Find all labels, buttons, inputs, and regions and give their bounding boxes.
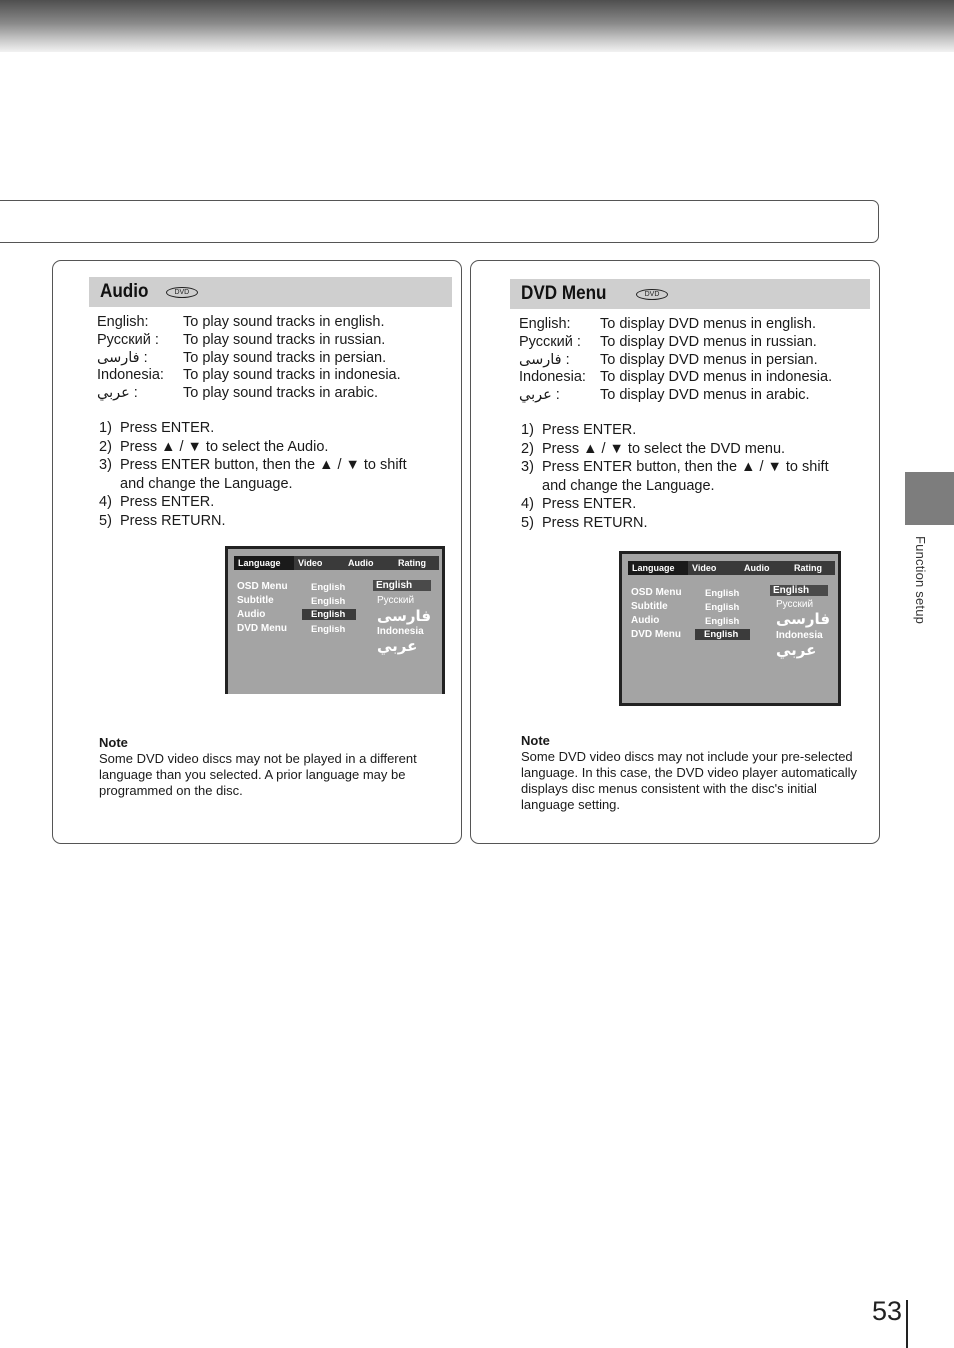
osd-tab-language: Language xyxy=(628,561,688,575)
step-number: 3) xyxy=(99,457,112,473)
osd-value: English xyxy=(311,624,346,635)
language-row xyxy=(519,369,832,387)
step-text: Press RETURN. xyxy=(120,512,226,529)
language-description: To play sound tracks in arabic. xyxy=(183,385,379,402)
language-name: فارسی : xyxy=(519,351,570,368)
step-item xyxy=(99,438,430,457)
osd-tab-language: Language xyxy=(234,556,294,570)
language-description: To display DVD menus in indonesia. xyxy=(600,369,833,386)
step-item xyxy=(521,421,852,440)
step-text: Press ENTER button, then the ▲ / ▼ to shift and change the Language. xyxy=(120,457,407,492)
osd-tab-bar xyxy=(234,556,439,570)
language-description: To play sound tracks in english. xyxy=(183,314,385,330)
dvd-menu-language-list xyxy=(519,316,832,405)
osd-value: English xyxy=(311,596,346,607)
language-name: English: xyxy=(519,316,571,332)
osd-option-selected: English xyxy=(770,585,828,596)
osd-option: فارسی xyxy=(776,611,831,628)
osd-value-selected: English xyxy=(695,629,750,640)
note-title: Note xyxy=(99,735,128,750)
dvd-menu-steps xyxy=(521,421,852,532)
osd-tab-audio: Audio xyxy=(348,558,374,568)
osd-value: English xyxy=(705,588,740,599)
step-number: 1) xyxy=(99,420,112,436)
osd-label-audio: Audio xyxy=(237,609,266,620)
section-tab-marker xyxy=(905,472,954,525)
audio-panel xyxy=(52,260,462,844)
language-name: Indonesia: xyxy=(97,367,164,384)
osd-value: English xyxy=(705,602,740,613)
audio-language-list xyxy=(97,314,401,403)
step-text: Press ▲ / ▼ to select the DVD menu. xyxy=(542,440,786,457)
osd-label-osd-menu: OSD Menu xyxy=(631,587,682,598)
language-description: To display DVD menus in arabic. xyxy=(600,387,810,404)
osd-value: English xyxy=(705,616,740,627)
osd-label-subtitle: Subtitle xyxy=(631,601,668,612)
language-name: English: xyxy=(97,314,149,330)
language-name: Indonesia: xyxy=(519,369,586,386)
step-item xyxy=(521,440,852,459)
note-title: Note xyxy=(521,733,550,748)
step-item xyxy=(99,493,430,512)
osd-option: Русский xyxy=(377,595,415,606)
language-row xyxy=(97,367,401,385)
osd-tab-rating: Rating xyxy=(398,558,426,568)
dvd-menu-title-bar xyxy=(510,279,870,309)
osd-tab-video: Video xyxy=(298,558,323,568)
language-description: To display DVD menus in english. xyxy=(600,316,816,332)
osd-value-selected: English xyxy=(302,609,356,620)
osd-label-dvd-menu: DVD Menu xyxy=(237,623,287,634)
osd-tab-video: Video xyxy=(692,563,717,573)
language-row xyxy=(519,387,832,405)
audio-title-bar xyxy=(89,277,452,307)
audio-title: Audio xyxy=(100,281,149,302)
osd-tab-rating: Rating xyxy=(794,563,822,573)
osd-label-dvd-menu: DVD Menu xyxy=(631,629,681,640)
language-row xyxy=(519,334,832,352)
section-header-bar xyxy=(0,200,879,243)
language-name: فارسی : xyxy=(97,349,148,366)
note-text: Some DVD video discs may not be played in a different language than you selected. A prior language may be programmed on the disc. xyxy=(99,751,417,798)
dvd-menu-title: DVD Menu xyxy=(521,283,607,304)
step-text: Press ENTER. xyxy=(120,420,215,436)
language-row xyxy=(97,385,401,403)
step-item xyxy=(521,458,852,495)
audio-steps xyxy=(99,419,430,530)
language-name: Русский : xyxy=(519,333,581,350)
osd-option-selected: English xyxy=(373,580,431,591)
audio-note xyxy=(99,735,449,799)
step-text: Press ENTER. xyxy=(120,494,215,510)
step-number: 2) xyxy=(521,440,534,457)
step-item xyxy=(99,512,430,531)
language-row xyxy=(97,350,401,368)
dvd-badge-icon: DVD xyxy=(166,287,198,298)
osd-label-audio: Audio xyxy=(631,615,660,626)
step-item xyxy=(99,456,430,493)
language-name: عربي : xyxy=(97,385,138,402)
step-text: Press ENTER button, then the ▲ / ▼ to shift and change the Language. xyxy=(542,459,829,494)
language-name: عربي : xyxy=(519,387,560,404)
audio-osd-screen xyxy=(225,546,445,694)
step-number: 5) xyxy=(99,512,112,529)
step-item xyxy=(99,419,430,438)
language-name: Русский : xyxy=(97,331,159,348)
dvd-menu-osd-screen xyxy=(619,551,841,706)
top-gradient-band xyxy=(0,0,954,52)
step-number: 4) xyxy=(521,496,534,512)
dvd-menu-panel xyxy=(470,260,880,844)
osd-value: English xyxy=(311,582,346,593)
language-description: To display DVD menus in persian. xyxy=(600,351,818,368)
osd-label-subtitle: Subtitle xyxy=(237,595,274,606)
step-number: 4) xyxy=(99,494,112,510)
section-label: Function setup xyxy=(913,536,928,625)
step-item xyxy=(521,495,852,514)
language-row xyxy=(97,332,401,350)
osd-option: Русский xyxy=(776,599,814,610)
dvd-badge-icon: DVD xyxy=(636,289,668,300)
step-number: 3) xyxy=(521,459,534,475)
note-text: Some DVD video discs may not include your pre-selected language. In this case, the DVD video player automatically displays disc menus consistent with the disc's initial language setting. xyxy=(521,749,858,812)
step-text: Press RETURN. xyxy=(542,514,648,531)
step-text: Press ▲ / ▼ to select the Audio. xyxy=(120,438,329,455)
osd-option: فارسی xyxy=(377,608,432,625)
page-number: 53 xyxy=(871,1296,902,1326)
osd-option: Indonesia xyxy=(776,630,823,641)
step-text: Press ENTER. xyxy=(542,422,637,438)
language-description: To play sound tracks in indonesia. xyxy=(183,367,401,384)
step-text: Press ENTER. xyxy=(542,496,637,512)
language-row xyxy=(97,314,401,332)
step-number: 5) xyxy=(521,514,534,531)
step-number: 1) xyxy=(521,422,534,438)
language-row xyxy=(519,316,832,334)
step-item xyxy=(521,514,852,533)
language-description: To display DVD menus in russian. xyxy=(600,333,817,350)
osd-option: عربي xyxy=(776,642,817,659)
osd-option: Indonesia xyxy=(377,626,424,637)
step-number: 2) xyxy=(99,438,112,455)
language-row xyxy=(519,352,832,370)
page-number-rule xyxy=(906,1300,908,1348)
language-description: To play sound tracks in persian. xyxy=(183,349,387,366)
language-description: To play sound tracks in russian. xyxy=(183,331,386,348)
osd-option: عربي xyxy=(377,638,418,655)
osd-tab-bar xyxy=(628,561,835,575)
osd-tab-audio: Audio xyxy=(744,563,770,573)
dvd-menu-note xyxy=(521,733,861,813)
osd-label-osd-menu: OSD Menu xyxy=(237,581,288,592)
